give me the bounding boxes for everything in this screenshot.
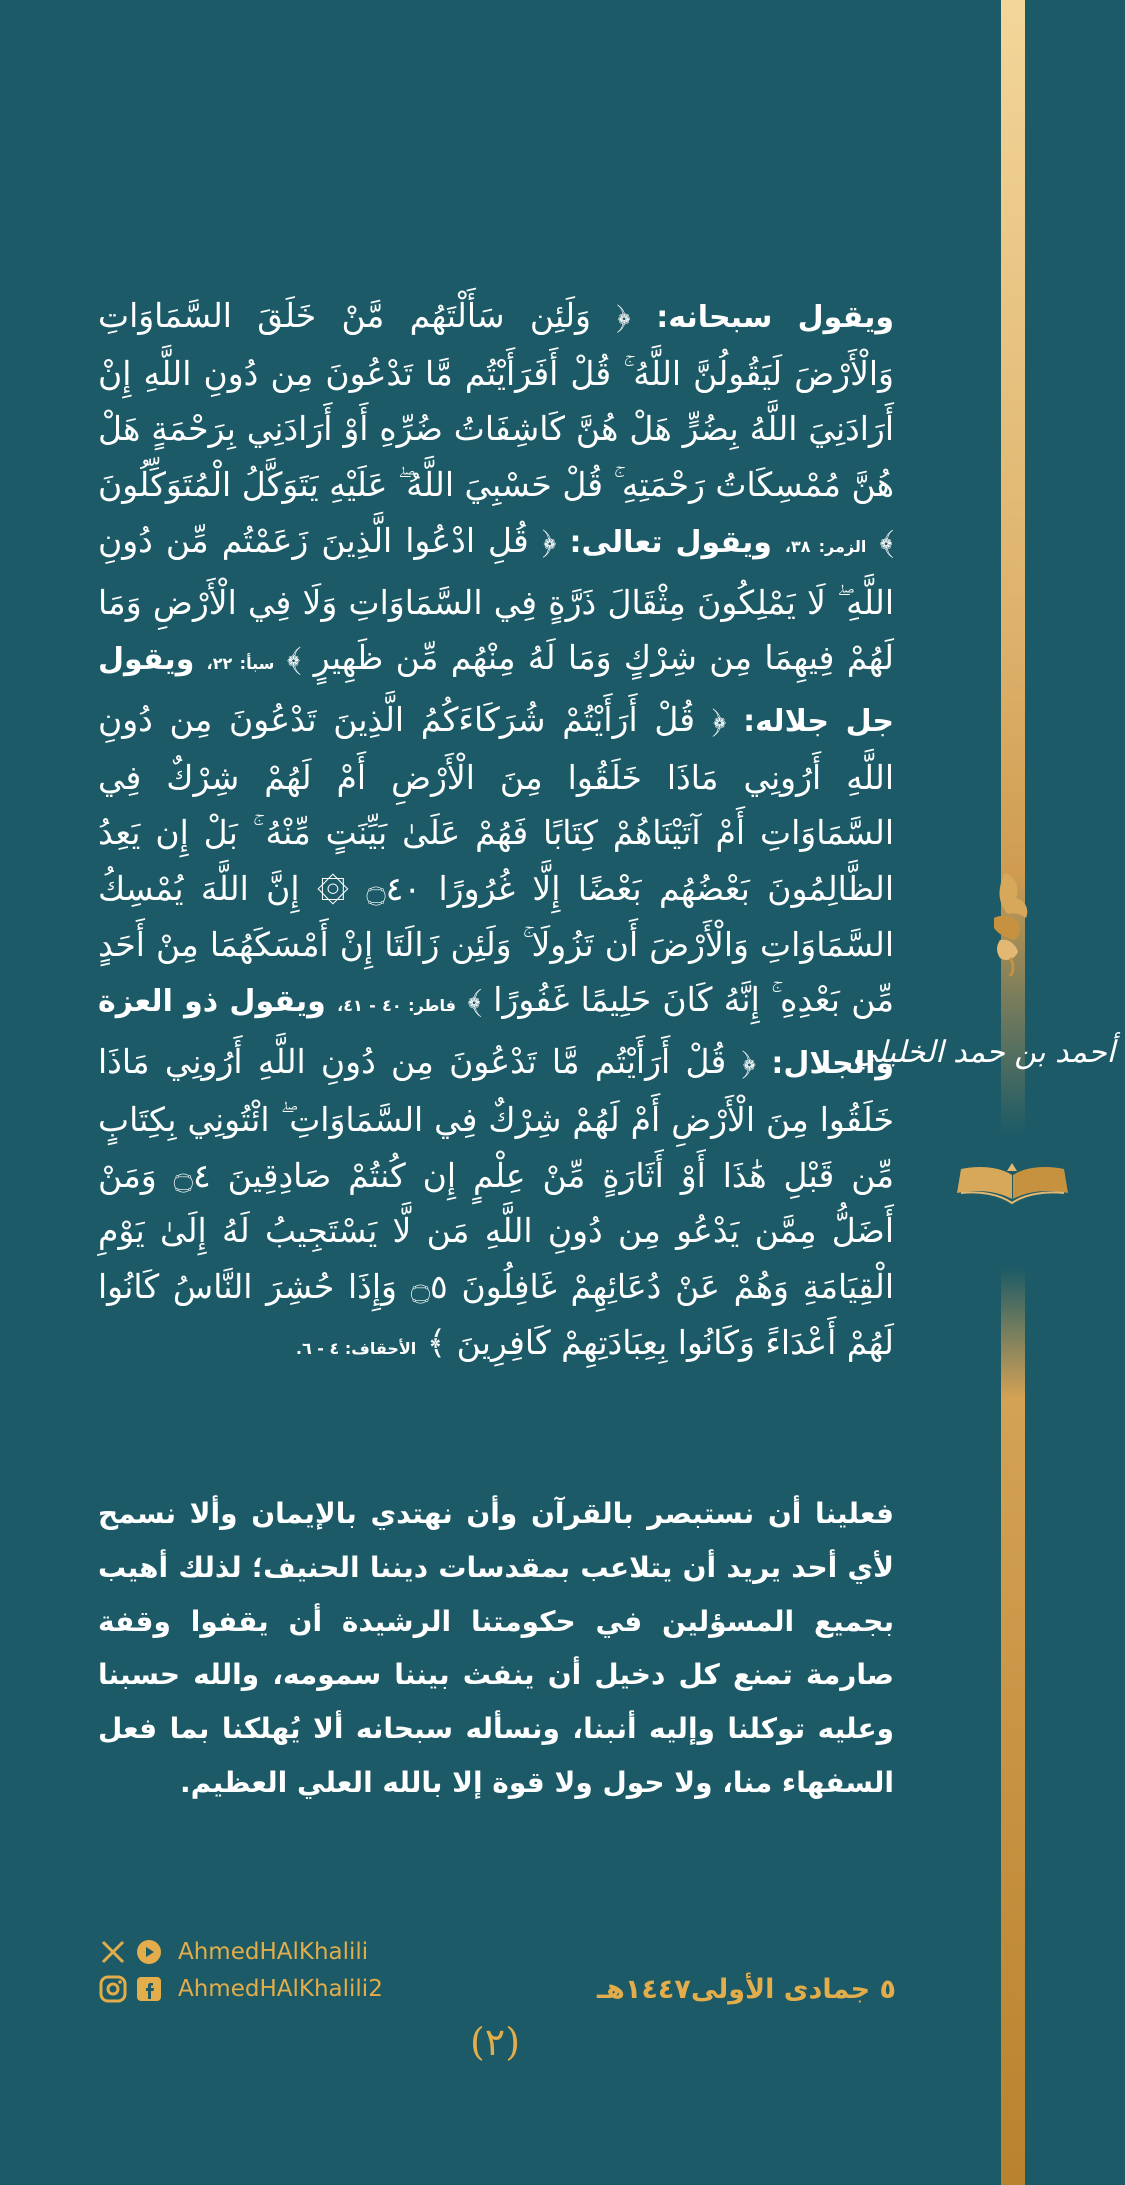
social-row-2: [98, 1974, 383, 2004]
signature: أحمد بن حمد الخليلي: [852, 1035, 1115, 1070]
clasped-hands-icon: [986, 868, 1038, 978]
closing-paragraph: فعلينا أن نستبصر بالقرآن وأن نهتدي بالإيمان وألا نسمح لأي أحد يريد أن يتلاعب بمقدسات ديننا الحنيف؛ لذلك أهيب بجميع المسؤلين في حكومتنا الرشيدة أن يقفوا وقفة صارمة تمنع كل دخيل أن ينفث بيننا سمومه، والله حسبنا وعليه توكلنا وإليه أنبنا، ونسأله سبحانه ألا يُهلكنا بما فعل السفهاء منا، ولا حول ولا قوة إلا بالله العلي العظيم.: [98, 1497, 894, 1799]
hijri-date: ٥ جمادى الأولى١٤٤٧هـ: [596, 1974, 896, 2005]
verse-reference-4: الأحقاف: ٤ - ٦.: [295, 1338, 417, 1358]
social-row-1: [98, 1937, 368, 1967]
quran-passage: [98, 288, 894, 1376]
verse-2: ﴿ قُلِ ادْعُوا الَّذِينَ زَعَمْتُم مِّن دُونِ اللَّهِ ۖ لَا يَمْلِكُونَ مِثْقَالَ ذَرَّةٍ فِي السَّمَاوَاتِ وَلَا فِي الْأَرْضِ وَمَا لَهُمْ فِيهِمَا مِن شِرْكٍ وَمَا لَهُ مِنْهُم مِّن ظَهِيرٍ ﴾: [98, 520, 894, 678]
verse-reference-1: الزمر: ٣٨،: [784, 536, 867, 556]
open-book-icon: [955, 1163, 1070, 1205]
facebook-icon[interactable]: [134, 1974, 164, 2004]
verse-reference-2: سبأ: ٢٢،: [206, 654, 275, 674]
verse-3: ﴿ قُلْ أَرَأَيْتُمْ شُرَكَاءَكُمُ الَّذِينَ تَدْعُونَ مِن دُونِ اللَّهِ أَرُونِي مَاذَا خَلَقُوا مِنَ الْأَرْضِ أَمْ لَهُمْ شِرْكٌ فِي السَّمَاوَاتِ أَمْ آتَيْنَاهُمْ كِتَابًا فَهُمْ عَلَىٰ بَيِّنَتٍ مِّنْهُ ۚ بَلْ إِن يَعِدُ الظَّالِمُونَ بَعْضُهُم بَعْضًا إِلَّا غُرُورًا ۝٤٠ ۞ إِنَّ اللَّهَ يُمْسِكُ السَّمَاوَاتِ وَالْأَرْضَ أَن تَزُولَا ۚ وَلَئِن زَالَتَا إِنْ أَمْسَكَهُمَا مِنْ أَحَدٍ مِّن بَعْدِهِ ۚ إِنَّهُ كَانَ حَلِيمًا غَفُورًا ﴾: [98, 699, 894, 1020]
verse-reference-3: فاطر: ٤٠ - ٤١،: [337, 996, 456, 1016]
verse-intro-2: ويقول تعالى:: [569, 524, 772, 560]
social-handle-1[interactable]: AhmedHAlKhalili: [178, 1939, 369, 1965]
youtube-icon[interactable]: [134, 1937, 164, 1967]
instagram-icon[interactable]: [98, 1974, 128, 2004]
verse-intro-3: ويقول جل جلاله:: [98, 642, 895, 739]
verse-intro-4: ويقول ذو العزة والجلال:: [98, 984, 894, 1082]
page-number: (٢): [469, 2020, 521, 2064]
x-icon[interactable]: [98, 1937, 128, 1967]
verse-4: ﴿ قُلْ أَرَأَيْتُم مَّا تَدْعُونَ مِن دُونِ اللَّهِ أَرُونِي مَاذَا خَلَقُوا مِنَ الْأَرْضِ أَمْ لَهُمْ شِرْكٌ فِي السَّمَاوَاتِ ۖ ائْتُونِي بِكِتَابٍ مِّن قَبْلِ هَٰذَا أَوْ أَثَارَةٍ مِّنْ عِلْمٍ إِن كُنتُمْ صَادِقِينَ ۝٤ وَمَنْ أَضَلُّ مِمَّن يَدْعُو مِن دُونِ اللَّهِ مَن لَّا يَسْتَجِيبُ لَهُ إِلَىٰ يَوْمِ الْقِيَامَةِ وَهُمْ عَنْ دُعَائِهِمْ غَافِلُونَ ۝٥ وَإِذَا حُشِرَ النَّاسُ كَانُوا لَهُمْ أَعْدَاءً وَكَانُوا بِعِبَادَتِهِمْ كَافِرِينَ ﴾: [98, 1042, 894, 1362]
verse-intro-1: ويقول سبحانه:: [656, 300, 894, 335]
verse-1: ﴿ وَلَئِن سَأَلْتَهُم مَّنْ خَلَقَ السَّمَاوَاتِ وَالْأَرْضَ لَيَقُولُنَّ اللَّهُ ۚ قُلْ أَفَرَأَيْتُم مَّا تَدْعُونَ مِن دُونِ اللَّهِ إِنْ أَرَادَنِيَ اللَّهُ بِضُرٍّ هَلْ هُنَّ كَاشِفَاتُ ضُرِّهِ أَوْ أَرَادَنِي بِرَحْمَةٍ هَلْ هُنَّ مُمْسِكَاتُ رَحْمَتِهِ ۚ قُلْ حَسْبِيَ اللَّهُ ۖ عَلَيْهِ يَتَوَكَّلُ الْمُتَوَكِّلُونَ ﴾: [98, 296, 894, 560]
social-handle-2[interactable]: AhmedHAlKhalili2: [178, 1976, 383, 2002]
